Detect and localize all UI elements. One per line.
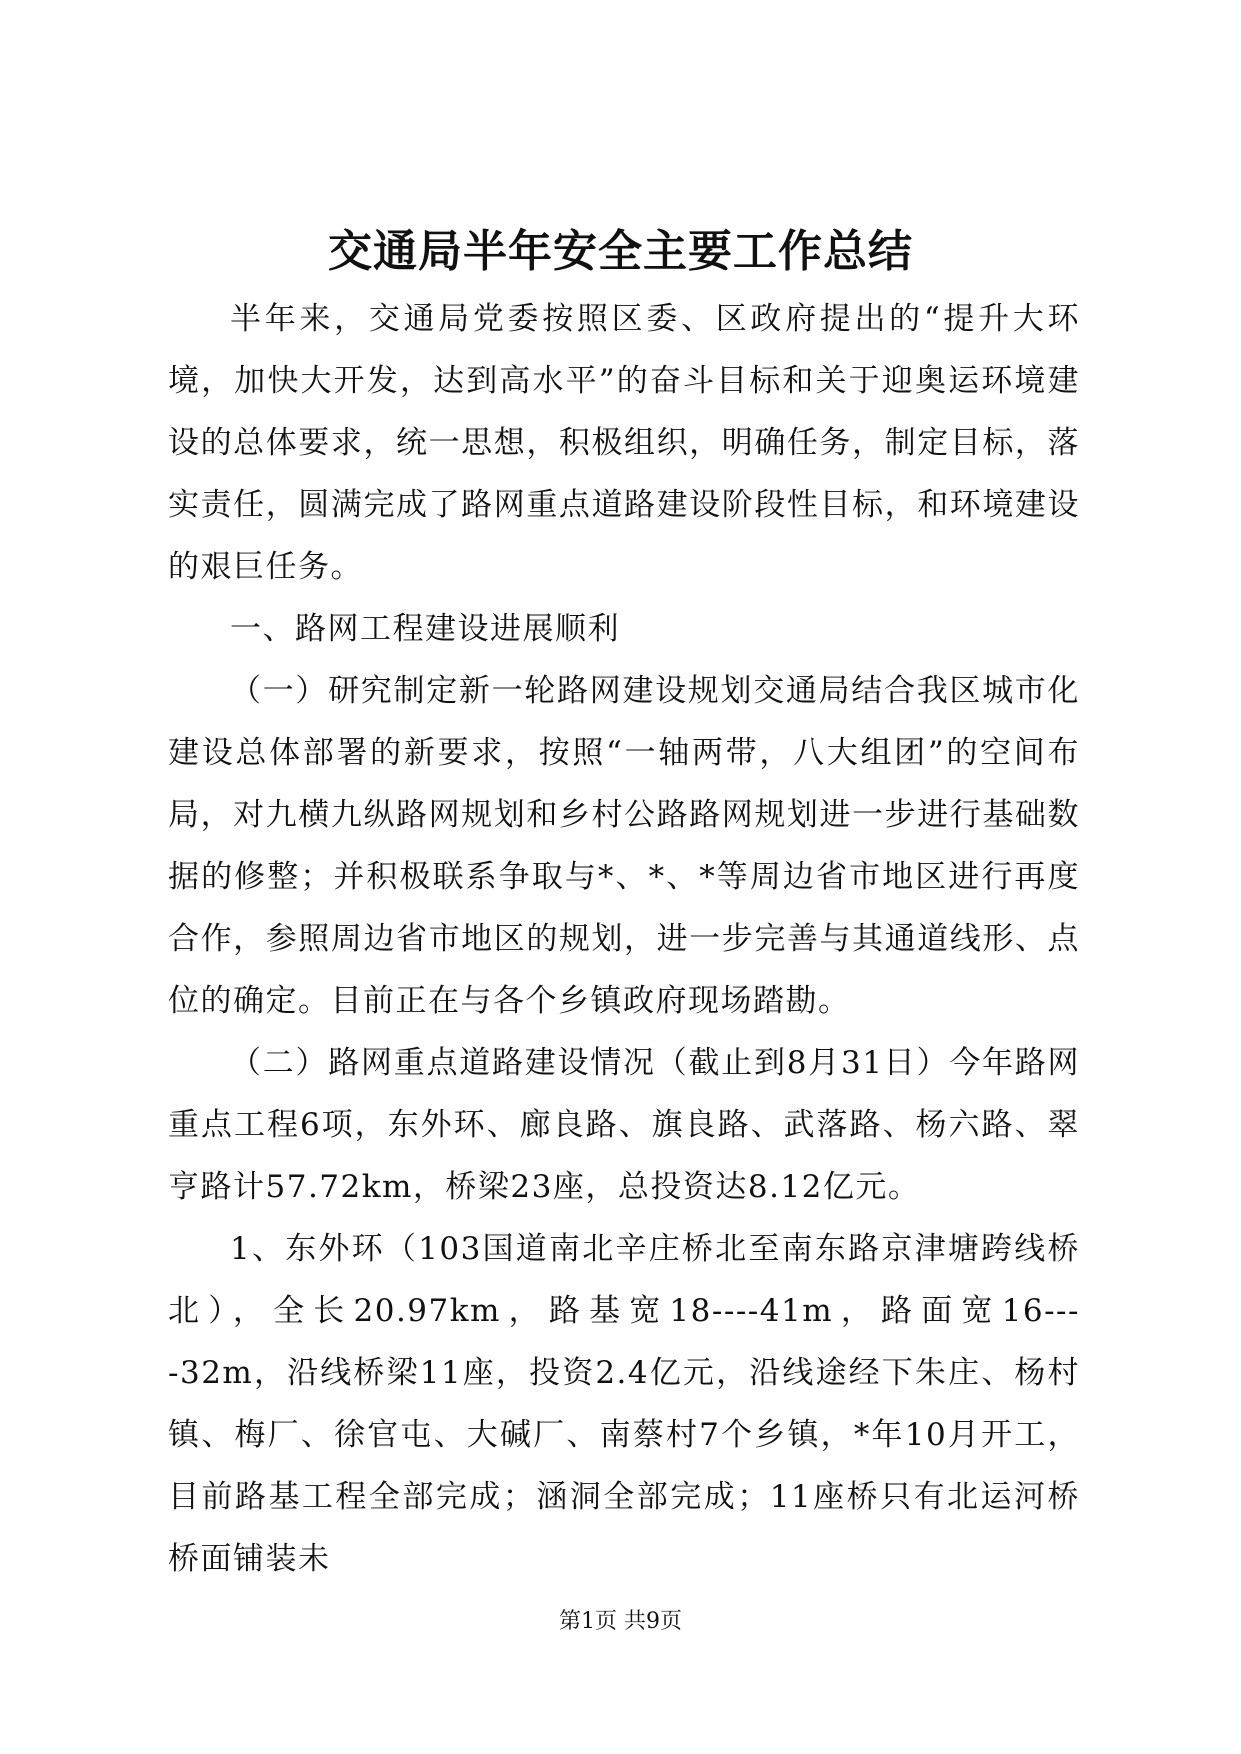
document-title: 交通局半年安全主要工作总结 xyxy=(328,226,913,277)
intro-paragraph: 半年来，交通局党委按照区委、区政府提出的“提升大环境，加快大开发，达到高水平”的奋斗目标和关于迎奥运环境建设的总体要求，统一思想，积极组织，明确任务，制定目标，落实责任，圆满完成了路网重点道路建设阶段性目标，和环境建设的艰巨任务。 xyxy=(168,301,1080,585)
section-heading-1: 一、路网工程建设进展顺利 xyxy=(230,611,620,647)
subsection-paragraph-2: （二）路网重点道路建设情况（截止到8月31日）今年路网重点工程6项，东外环、廊良路、旗良路、武落路、杨六路、翠亨路计57.72km，桥梁23座，总投资达8.12亿元。 xyxy=(168,1045,1080,1205)
subsection-paragraph-1: （一）研究制定新一轮路网建设规划交通局结合我区城市化建设总体部署的新要求，按照“一轴两带，八大组团”的空间布局，对九横九纵路网规划和乡村公路路网规划进一步进行基础数据的修整；并积极联系争取与*、*、*等周边省市地区进行再度合作，参照周边省市地区的规划，进一步完善与其通道线形、点位的确定。目前正在与各个乡镇政府现场踏勘。 xyxy=(168,673,1080,1019)
item-paragraph-1: 1、东外环（103国道南北辛庄桥北至南东路京津塘跨线桥北），全长20.97km，路基宽18----41m，路面宽16----32m，沿线桥梁11座，投资2.4亿元，沿线途经下朱庄、杨村镇、梅厂、徐官屯、大碱厂、南蔡村7个乡镇，*年10月开工，目前路基工程全部完成；涵洞全部完成；11座桥只有北运河桥桥面铺装未 xyxy=(168,1231,1080,1577)
page-number-footer: 第1页 共9页 xyxy=(559,1609,682,1634)
document-body xyxy=(168,288,1080,1590)
